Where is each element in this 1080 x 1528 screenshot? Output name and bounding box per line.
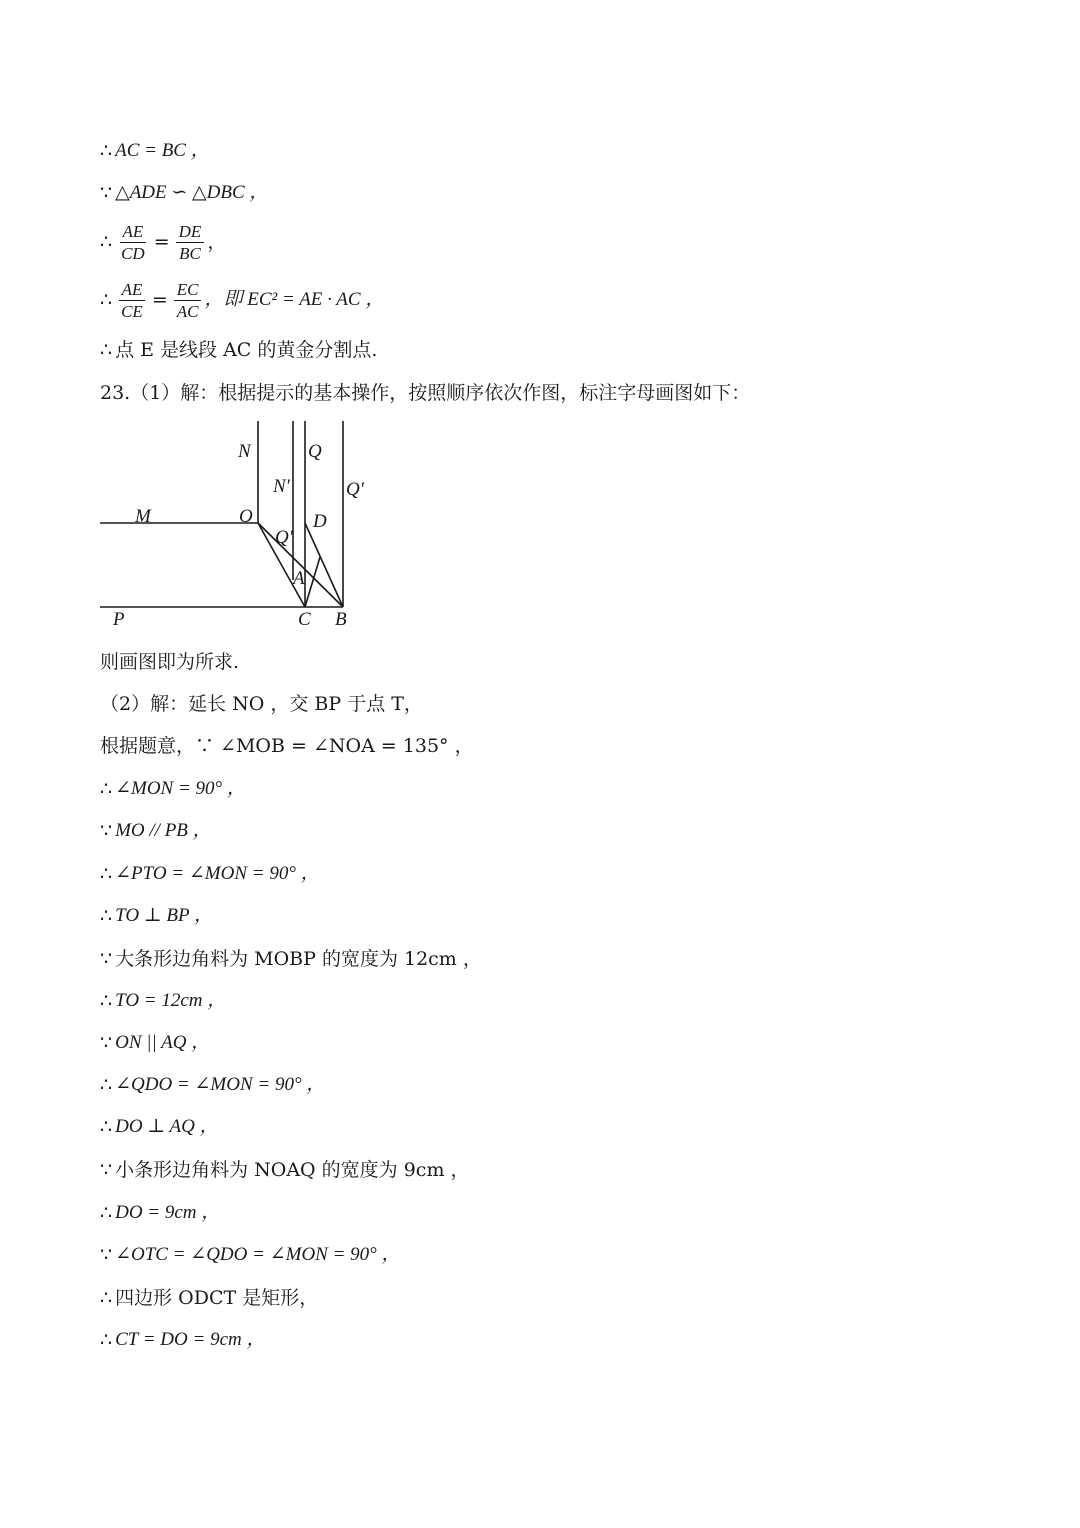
label-B: B (335, 609, 347, 630)
label-Q-prime-inner: Q′ (275, 527, 293, 548)
therefore-symbol: ∴ (100, 1202, 113, 1224)
because-symbol: ∵ (100, 820, 113, 842)
therefore-symbol: ∴ (100, 231, 113, 253)
line-tail: ，即 EC² = AE · AC ， (204, 289, 385, 310)
proof-line-5 (100, 337, 377, 363)
denominator: AC (176, 301, 199, 321)
line-text: 根据题意，∵ ∠MOB = ∠NOA = 135° ， (100, 735, 474, 757)
therefore-symbol: ∴ (100, 990, 113, 1012)
proof-line-3 (100, 218, 226, 266)
numerator: EC (174, 279, 202, 301)
label-O: O (239, 506, 253, 527)
proof-line-22 (100, 1285, 318, 1311)
therefore-symbol: ∴ (100, 905, 113, 927)
therefore-symbol: ∴ (100, 1116, 113, 1138)
proof-line-14 (100, 946, 482, 972)
line-text: 点 E 是线段 AC 的黄金分割点. (115, 339, 378, 361)
label-C: C (298, 609, 311, 630)
label-N: N (238, 441, 251, 462)
line-text: DO ⊥ AQ ， (115, 1116, 219, 1137)
therefore-symbol: ∴ (100, 778, 113, 800)
figure-conclusion (100, 649, 239, 675)
label-Q: Q (308, 441, 322, 462)
equals-sign: = (151, 289, 168, 311)
therefore-symbol: ∴ (100, 339, 113, 361)
because-symbol: ∵ (100, 1244, 113, 1266)
fraction-1 (118, 221, 148, 264)
equals-sign: = (153, 231, 170, 253)
line-text: ON || AQ ， (115, 1032, 211, 1053)
line-text: （2）解：延长 NO ，交 BP 于点 T， (100, 693, 423, 715)
numerator: AE (120, 221, 147, 243)
line-text: ∠QDO = ∠MON = 90° ， (115, 1074, 326, 1095)
proof-line-18 (100, 1114, 219, 1140)
therefore-symbol: ∴ (100, 289, 113, 311)
line-text: ∠PTO = ∠MON = 90° ， (115, 863, 320, 884)
proof-line-13 (100, 903, 213, 929)
proof-line-12 (100, 861, 320, 887)
line-text: ∠MON = 90° ， (115, 778, 246, 799)
because-symbol: ∵ (100, 1032, 113, 1054)
label-M: M (135, 506, 151, 527)
proof-line-19 (100, 1157, 470, 1183)
fraction-1 (118, 279, 146, 322)
proof-line-2 (100, 180, 268, 206)
line-text: 则画图即为所求. (100, 651, 240, 673)
label-D: D (313, 511, 327, 532)
problem-23-part-1-heading (100, 380, 750, 406)
fraction-2 (176, 221, 205, 264)
proof-line-11 (100, 818, 212, 844)
label-A: A (293, 568, 305, 589)
line-text: 四边形 ODCT 是矩形， (115, 1287, 319, 1309)
label-Q-prime-right: Q′ (346, 479, 364, 500)
therefore-symbol: ∴ (100, 863, 113, 885)
line-text: △ADE ∽ △DBC ， (115, 182, 269, 203)
line-text: MO // PB ， (115, 820, 212, 841)
line-text: 小条形边角料为 NOAQ 的宽度为 9cm ， (115, 1159, 470, 1181)
line-text: ∠OTC = ∠QDO = ∠MON = 90° ， (115, 1244, 401, 1265)
denominator: CE (121, 301, 143, 321)
label-P: P (113, 609, 125, 630)
proof-line-9 (100, 733, 474, 759)
line-text: TO ⊥ BP ， (115, 905, 214, 926)
line-text: DO = 9cm ， (115, 1202, 221, 1223)
therefore-symbol: ∴ (100, 1329, 113, 1351)
proof-line-10 (100, 776, 246, 802)
proof-line-21 (100, 1242, 401, 1268)
proof-line-4 (100, 276, 384, 324)
line-text: 23.（1）解：根据提示的基本操作，按照顺序依次作图，标注字母画图如下： (100, 382, 751, 404)
line-text: 大条形边角料为 MOBP 的宽度为 12cm ， (115, 948, 482, 970)
numerator: DE (176, 221, 205, 243)
label-N-prime: N′ (273, 476, 290, 497)
therefore-symbol: ∴ (100, 140, 113, 162)
therefore-symbol: ∴ (100, 1287, 113, 1309)
line-text: AC = BC ， (115, 140, 210, 161)
line-OB (258, 523, 343, 607)
fraction-2 (174, 279, 202, 322)
proof-line-20 (100, 1200, 220, 1226)
therefore-symbol: ∴ (100, 1074, 113, 1096)
line-DB (305, 523, 343, 607)
numerator: AE (119, 279, 146, 301)
because-symbol: ∵ (100, 948, 113, 970)
line-tail: ， (207, 231, 227, 253)
proof-line-15 (100, 988, 226, 1014)
proof-line-1 (100, 138, 210, 164)
proof-line-23 (100, 1327, 265, 1353)
line-text: CT = DO = 9cm ， (115, 1329, 266, 1350)
line-text: TO = 12cm ， (115, 990, 227, 1011)
denominator: BC (179, 243, 201, 263)
because-symbol: ∵ (100, 182, 113, 204)
proof-line-16 (100, 1030, 210, 1056)
because-symbol: ∵ (100, 1159, 113, 1181)
proof-line-17 (100, 1072, 325, 1098)
denominator: CD (121, 243, 145, 263)
problem-23-part-2-heading (100, 691, 423, 717)
construction-figure (95, 415, 395, 635)
